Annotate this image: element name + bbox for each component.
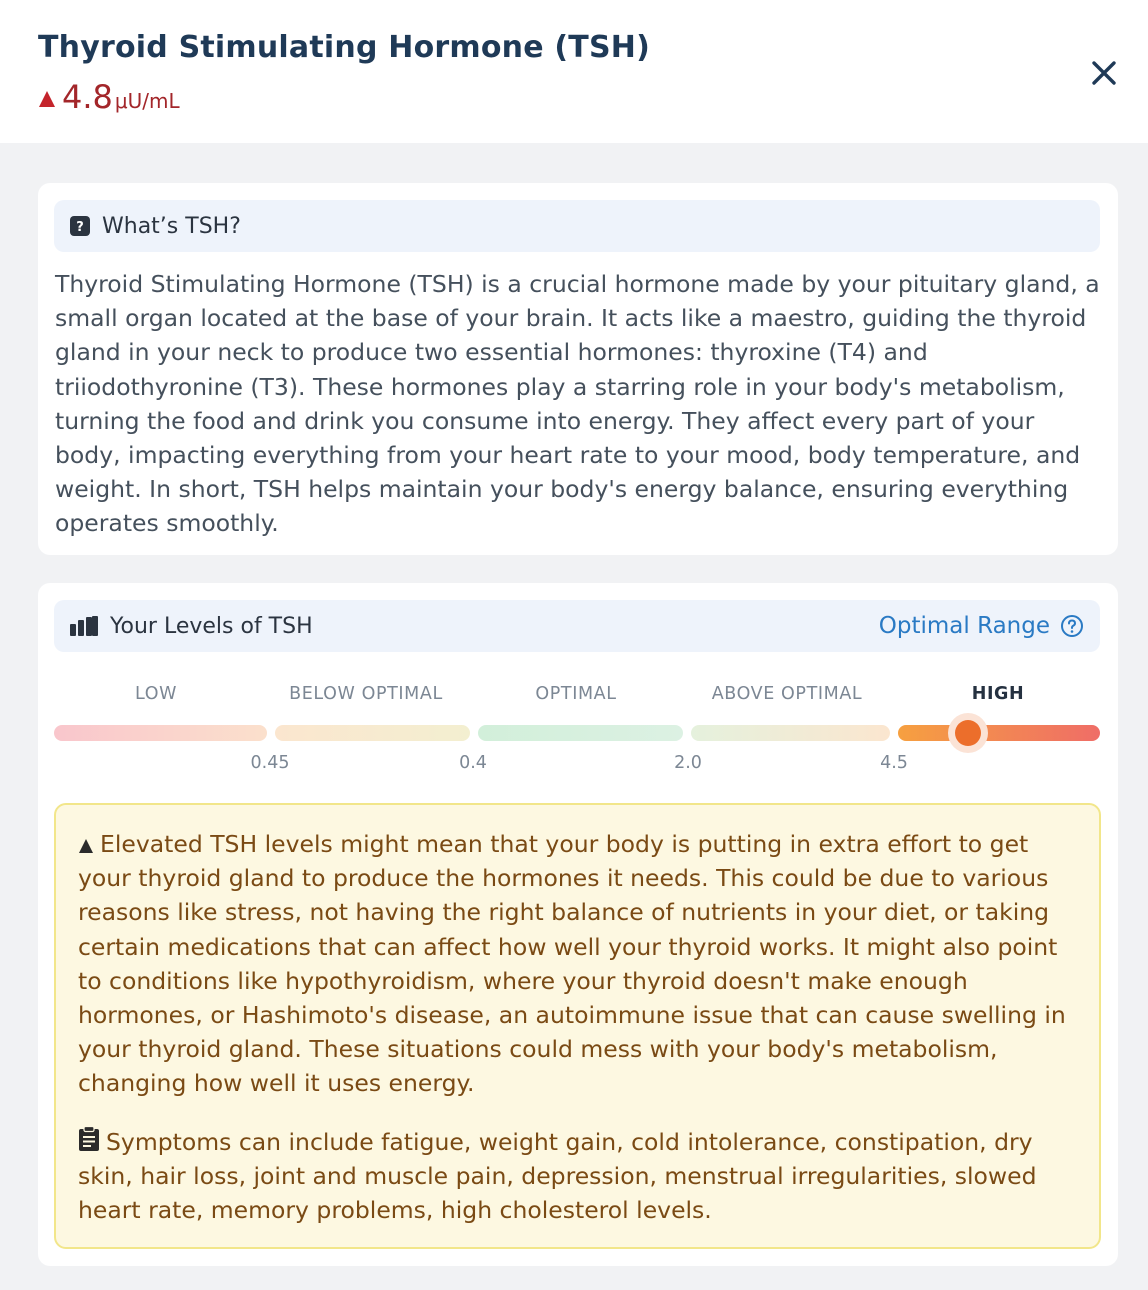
close-icon bbox=[1091, 60, 1117, 86]
range-tick: 0.4 bbox=[459, 753, 487, 773]
range-label-above-optimal: ABOVE OPTIMAL bbox=[711, 684, 863, 704]
range-tick: 0.45 bbox=[250, 753, 290, 773]
svg-text:?: ? bbox=[76, 220, 84, 235]
modal-header bbox=[0, 0, 1148, 143]
question-square-icon bbox=[70, 216, 90, 236]
levels-heading: Your Levels of TSH bbox=[110, 613, 313, 639]
interpretation-box bbox=[54, 803, 1101, 1249]
levels-card-header bbox=[54, 600, 1100, 652]
interpretation-warning bbox=[78, 827, 1088, 1101]
symptoms-text: Symptoms can include fatigue, weight gain, cold intolerance, constipation, dry skin, hair loss, joint and muscle pain, depression, menstrual irregularities, slowed heart rate, memory problems, high cholesterol levels. bbox=[78, 1128, 1037, 1225]
range-segment-below-optimal bbox=[275, 725, 470, 741]
range-segment-above-optimal bbox=[691, 725, 890, 741]
range-label-optimal: OPTIMAL bbox=[535, 684, 617, 704]
range-tick: 2.0 bbox=[674, 753, 702, 773]
page-title: Thyroid Stimulating Hormone (TSH) bbox=[38, 30, 650, 65]
warning-text: Elevated TSH levels might mean that your body is putting in extra effort to get your thyroid gland to produce the hormones it needs. This could be due to various reasons like stress, not having the right balance of nutrients in your diet, or taking certain medications that can affect how well your thyroid works. It might also point to conditions like hypothyroidism, where your thyroid doesn't make enough hormones, or Hashimoto's disease, an autoimmune issue that can cause swelling in your thyroid gland. These situations could mess with your body's metabolism, changing how well it uses energy. bbox=[78, 830, 1066, 1098]
warning-triangle-icon bbox=[38, 90, 56, 108]
result-unit: μU/mL bbox=[114, 89, 180, 113]
range-segment-optimal bbox=[478, 725, 683, 741]
result-value bbox=[38, 78, 180, 116]
optimal-range-label: Optimal Range bbox=[878, 613, 1050, 639]
levels-card bbox=[38, 583, 1118, 1266]
range-label-below-optimal: BELOW OPTIMAL bbox=[289, 684, 443, 704]
about-heading: What’s TSH? bbox=[102, 213, 241, 239]
bar-chart-icon bbox=[70, 616, 98, 636]
warning-triangle-icon bbox=[78, 838, 94, 854]
about-card-header bbox=[54, 200, 1100, 252]
clipboard-icon bbox=[78, 1126, 100, 1152]
current-value-marker bbox=[948, 713, 988, 753]
about-text: Thyroid Stimulating Hormone (TSH) is a crucial hormone made by your pituitary gland, a small organ located at the base of your brain. It acts like a maestro, guiding the thyroid gland in your neck to produce two essential hormones: thyroxine (T4) and triiodothyronine (T3). These hormones play a starring role in your body's metabolism, turning the food and drink you consume into energy. They affect every part of your body, impacting everything from your heart rate to your mood, body temperature, and weight. In short, TSH helps maintain your body's energy balance, ensuring everything operates smoothly. bbox=[55, 270, 1100, 538]
optimal-range-link[interactable] bbox=[879, 600, 1084, 652]
range-segment-high bbox=[898, 725, 1100, 741]
help-circle-icon bbox=[1060, 614, 1084, 638]
close-button[interactable] bbox=[1084, 53, 1124, 93]
about-card bbox=[38, 183, 1118, 555]
range-label-high: HIGH bbox=[971, 684, 1025, 704]
range-label-low: LOW bbox=[134, 684, 177, 704]
result-number: 4.8 bbox=[62, 78, 113, 116]
range-tick: 4.5 bbox=[880, 753, 908, 773]
range-segment-low bbox=[54, 725, 267, 741]
interpretation-symptoms bbox=[78, 1125, 1088, 1228]
